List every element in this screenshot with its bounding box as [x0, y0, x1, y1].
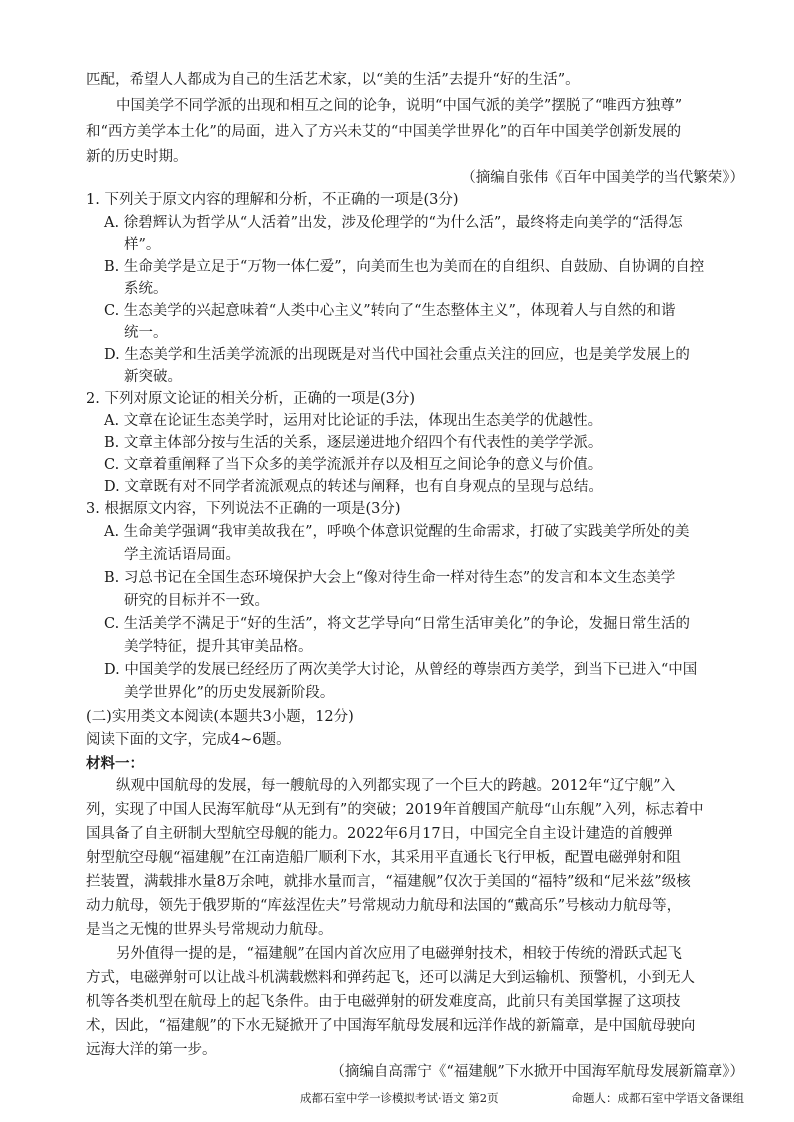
material-line: 纵观中国航母的发展，每一艘航母的入列都实现了一个巨大的跨越。2012年“辽宁舰”入 — [116, 778, 676, 794]
material-line: 国具备了自主研制大型航空母舰的能力。2022年6月17日，中国完全自主设计建造的首艘弹 — [86, 826, 673, 842]
question-1-option-d: D. 生态美学和生活美学流派的出现既是对当代中国社会重点关注的回应，也是美学发展上的 — [104, 347, 690, 363]
material-line: 远海大洋的第一步。 — [86, 1042, 217, 1058]
question-3-option-a: A. 生命美学强调“我审美故我在”，呼唤个体意识觉醒的生命需求，打破了实践美学所处的美 — [104, 524, 690, 540]
material-line: 射型航空母舰“福建舰”在江南造船厂顺利下水，其采用平直通长飞行甲板，配置电磁弹射和阻 — [86, 850, 681, 866]
question-3-option-d: D. 中国美学的发展已经经历了两次美学大讨论，从曾经的尊崇西方美学，到当下已进入“中国 — [104, 662, 698, 678]
question-1-option-a-cont: 样”。 — [124, 237, 161, 253]
question-1-option-b: B. 生命美学是立足于“万物一体仁爱”，向美而生也为美而在的自组织、自鼓励、自协调的自控 — [104, 259, 705, 275]
question-1-option-c-cont: 统一。 — [124, 325, 168, 341]
question-2-option-a: A. 文章在论证生态美学时，运用对比论证的手法，体现出生态美学的优越性。 — [104, 413, 603, 429]
material-line: 机等各类机型在航母上的起飞条件。由于电磁弹射的研发难度高，此前只有美国掌握了这项技 — [86, 994, 681, 1010]
question-1-option-d-cont: 新突破。 — [124, 369, 182, 385]
section-heading: (二)实用类文本阅读(本题共3小题，12分) — [86, 709, 354, 725]
material-line: 另外值得一提的是，“福建舰”在国内首次应用了电磁弹射技术，相较于传统的滑跃式起飞 — [116, 946, 682, 962]
footer-right: 命题人：成都石室中学语文备课组 — [571, 1091, 744, 1105]
question-1-option-a: A. 徐碧辉认为哲学从“人活着”出发，涉及伦理学的“为什么活”，最终将走向美学的“活得怎 — [104, 215, 683, 231]
passage-line: 匹配，希望人人都成为自己的生活艺术家，以“美的生活”去提升“好的生活”。 — [86, 72, 580, 88]
question-1-option-c: C. 生态美学的兴起意味着“人类中心主义”转向了“生态整体主义”，体现着人与自然的和谐 — [104, 303, 676, 319]
material-source: （摘编自高霈宁《“福建舰”下水掀开中国海军航母发展新篇章》） — [330, 1064, 744, 1080]
question-2-option-b: B. 文章主体部分按与生活的关系，逐层递进地介绍四个有代表性的美学学派。 — [104, 435, 603, 451]
question-3-option-b-cont: 研究的目标并不一致。 — [124, 593, 269, 609]
material-line: 拦装置，满载排水量8万余吨，就排水量而言，“福建舰”仅次于美国的“福特”级和“尼米兹”级核 — [86, 874, 691, 890]
question-3-option-d-cont: 美学世界化”的历史发展新阶段。 — [124, 685, 335, 701]
material-line: 动力航母，领先于俄罗斯的“库兹涅佐夫”号常规动力航母和法国的“戴高乐”号核动力航母等， — [86, 898, 682, 914]
passage-line: 新的历史时期。 — [86, 149, 188, 165]
material-line: 方式，电磁弹射可以让战斗机满载燃料和弹药起飞，还可以满足大到运输机、预警机，小到无人 — [86, 970, 695, 986]
question-3-stem: 3. 根据原文内容，下列说法不正确的一项是(3分) — [86, 501, 401, 517]
passage-line: 中国美学不同学派的出现和相互之间的论争，说明“中国气派的美学”摆脱了“唯西方独尊” — [116, 98, 683, 114]
question-3-option-c-cont: 美学特征，提升其审美品格。 — [124, 639, 313, 655]
passage-line: 和“西方美学本土化”的局面，进入了方兴未艾的“中国美学世界化”的百年中国美学创新发展的 — [86, 124, 682, 140]
question-3-option-b: B. 习总书记在全国生态环境保护大会上“像对待生命一样对待生态”的发言和本文生态美学 — [104, 570, 676, 586]
material-line: 术，因此，“福建舰”的下水无疑掀开了中国海军航母发展和远洋作战的新篇章，是中国航母驶向 — [86, 1018, 696, 1034]
material-label: 材料一： — [86, 755, 144, 772]
question-2-stem: 2. 下列对原文论证的相关分析，正确的一项是(3分) — [86, 391, 415, 407]
footer-center: 成都石室中学一诊模拟考试·语文 第2页 — [300, 1091, 499, 1105]
passage-source: （摘编自张伟《百年中国美学的当代繁荣》） — [461, 170, 744, 186]
material-line: 是当之无愧的世界头号常规动力航母。 — [86, 922, 333, 938]
material-line: 列，实现了中国人民海军航母“从无到有”的突破；2019年首艘国产航母“山东舰”入列，标志着中 — [86, 802, 704, 818]
section-instruction: 阅读下面的文字，完成4~6题。 — [86, 732, 291, 748]
question-2-option-c: C. 文章着重阐释了当下众多的美学流派并存以及相互之间论争的意义与价值。 — [104, 457, 603, 473]
question-1-stem: 1. 下列关于原文内容的理解和分析，不正确的一项是(3分) — [86, 192, 459, 208]
question-3-option-c: C. 生活美学不满足于“好的生活”，将文艺学导向“日常生活审美化”的争论，发掘日常生活的 — [104, 616, 690, 632]
question-1-option-b-cont: 系统。 — [124, 281, 168, 297]
question-2-option-d: D. 文章既有对不同学者流派观点的转述与阐释，也有自身观点的呈现与总结。 — [104, 479, 603, 495]
question-3-option-a-cont: 学主流话语局面。 — [124, 547, 240, 563]
